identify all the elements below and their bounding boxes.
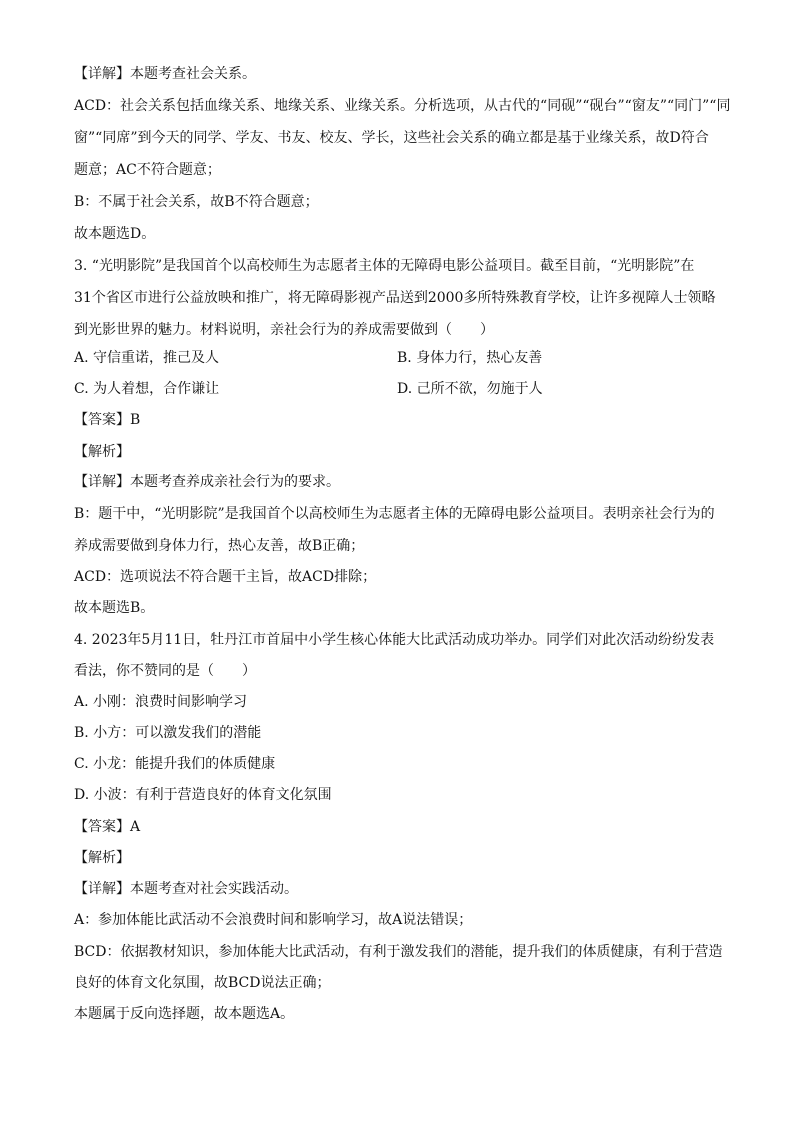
analysis-line: B：不属于社会关系，故B不符合题意； [74, 194, 319, 210]
question-3-option-a: A. 守信重诺，推己及人 [74, 350, 220, 366]
question-3-option-c: C. 为人着想，合作谦让 [74, 381, 220, 397]
question-3-stem: 到光影世界的魅力。材料说明，亲社会行为的养成需要做到（ ） [74, 322, 494, 338]
analysis-line: 良好的体育文化氛围，故BCD说法正确； [74, 975, 331, 991]
question-4-detail: 【详解】本题考查对社会实践活动。 [74, 881, 298, 897]
question-3-explanation-label: 【解析】 [74, 444, 130, 460]
analysis-line: 养成需要做到身体力行，热心友善，故B正确； [74, 538, 365, 554]
question-3-answer: 【答案】B [74, 412, 141, 428]
question-3-stem: 3. “光明影院”是我国首个以高校师生为志愿者主体的无障碍电影公益项目。截至目前，“光明影院”在 [74, 258, 695, 274]
analysis-line: ACD：社会关系包括血缘关系、地缘关系、业缘关系。分析选项，从古代的“同砚”“砚台”“窗友”“同门”“同 [74, 98, 731, 114]
analysis-line: A：参加体能比武活动不会浪费时间和影响学习，故A说法错误； [74, 912, 473, 928]
question-4-option-c: C. 小龙：能提升我们的体质健康 [74, 756, 276, 772]
conclusion-line: 故本题选B。 [74, 600, 155, 616]
question-3-detail: 【详解】本题考查养成亲社会行为的要求。 [74, 474, 340, 490]
question-4-explanation-label: 【解析】 [74, 850, 130, 866]
question-4-stem: 4. 2023年5月11日，牡丹江市首届中小学生核心体能大比武活动成功举办。同学们对此次活动纷纷发表 [74, 632, 715, 648]
question-3-option-b: B. 身体力行，热心友善 [397, 350, 543, 366]
analysis-line: 窗”“同席”到今天的同学、学友、书友、校友、学长，这些社会关系的确立都是基于业缘关系，故D符合 [74, 130, 709, 146]
analysis-line: 题意；AC不符合题意； [74, 162, 221, 178]
analysis-line: B：题干中，“光明影院”是我国首个以高校师生为志愿者主体的无障碍电影公益项目。表明亲社会行为的 [74, 506, 715, 522]
analysis-line: ACD：选项说法不符合题干主旨，故ACD排除； [74, 569, 377, 585]
question-4-option-a: A. 小刚：浪费时间影响学习 [74, 694, 248, 710]
conclusion-line: 故本题选D。 [74, 226, 156, 242]
question-4-option-b: B. 小方：可以激发我们的潜能 [74, 725, 262, 741]
question-4-answer: 【答案】A [74, 819, 141, 835]
question-3-stem: 31个省区市进行公益放映和推广，将无障碍影视产品送到2000多所特殊教育学校，让许多视障人士领略 [74, 290, 716, 306]
question-4-option-d: D. 小波：有利于营造良好的体育文化氛围 [74, 787, 332, 803]
conclusion-line: 本题属于反向选择题，故本题选A。 [74, 1006, 295, 1022]
question-3-option-d: D. 己所不欲，勿施于人 [397, 381, 543, 397]
analysis-line: BCD：依据教材知识，参加体能大比武活动，有利于激发我们的潜能，提升我们的体质健康，有利于营造 [74, 944, 723, 960]
question-4-stem: 看法，你不赞同的是（ ） [74, 663, 256, 679]
detail-heading-q2: 【详解】本题考查社会关系。 [74, 66, 256, 82]
